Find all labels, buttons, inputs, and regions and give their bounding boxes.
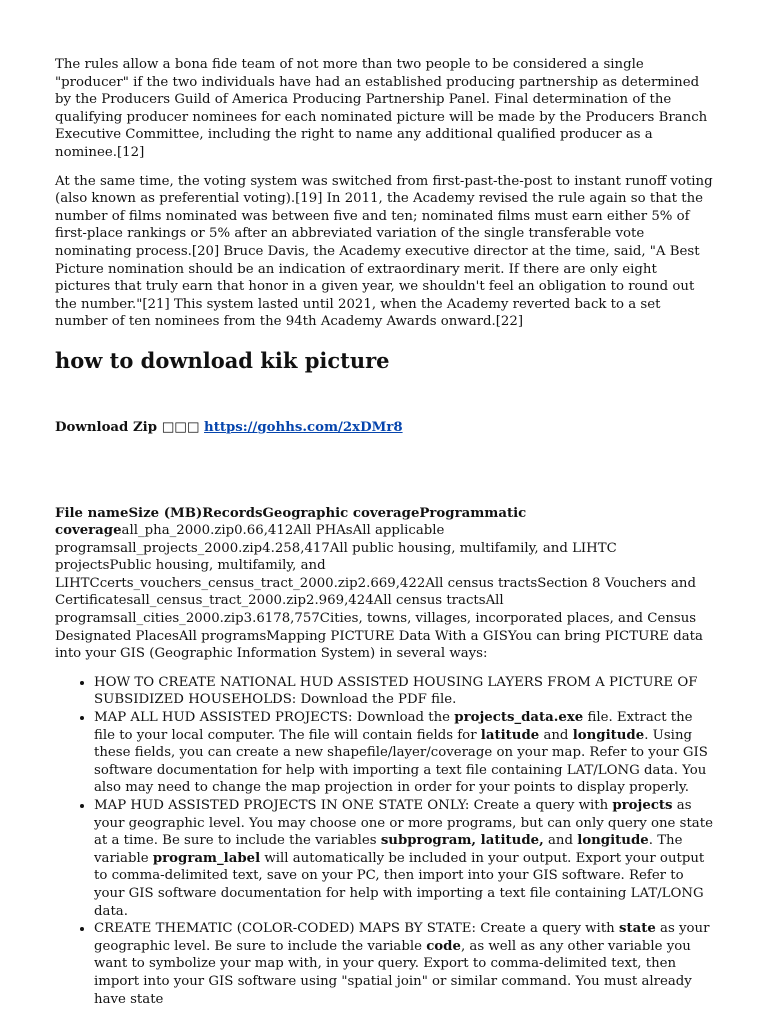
list-item-text: as your geographic level. You may choose one or more programs, but can only query one state at a time. Be sure to include the variables — [94, 798, 713, 849]
keyword: state — [618, 921, 656, 937]
keyword: latitude — [480, 727, 540, 743]
list-item-text: file. Extract the file to your local computer. The file will contain fields for — [94, 710, 693, 743]
keyword: longitude — [572, 727, 645, 743]
arrow-glyphs: □□□ — [161, 419, 200, 435]
download-link[interactable]: https://gohhs.com/2xDMr8 — [204, 419, 403, 435]
list-item-text: MAP HUD ASSISTED PROJECTS IN ONE STATE ONLY: Create a query with — [94, 798, 613, 813]
paragraph-producer-rules: The rules allow a bona fide team of not more than two people to be considered a single "producer" if the two individuals have had an established producing partnership as determined by the Producers Guild of America Producing Partnership Panel. Final determination of the qualifying producer nominees for each nominated picture will be made by the Producers Branch Executive Committee, including the right to name any additional qualified producer as a nominee.[12] — [55, 57, 708, 160]
list-item-text: . Using these fields, you can create a new shapefile/layer/coverage on your map. Refer to your GIS software documentation for help with importing a text file containing LAT/LONG data. You also may need to change the map projection in order for your points to display properly. — [94, 727, 708, 796]
list-item — [94, 674, 715, 709]
gis-instructions-list — [55, 674, 715, 1008]
table-header-text: File nameSize (MB)RecordsGeographic coverageProgrammatic coverage — [55, 505, 527, 539]
list-item-text: will automatically be included in your output. Export your output to comma-delimited text, save on your PC, then import into your GIS software. Refer to your GIS software documentation for help with importing a text file containing LAT/LONG data. — [94, 850, 705, 919]
keyword: subprogram, latitude, — [380, 833, 544, 849]
list-item-text: MAP ALL HUD ASSISTED PROJECTS: Download the — [94, 710, 455, 726]
page-heading: how to download kik picture — [55, 347, 390, 373]
keyword: program_label — [152, 850, 261, 866]
list-item-text: and — [539, 727, 573, 743]
keyword: projects — [612, 798, 673, 813]
list-item-text: as your geographic level. Be sure to include the variable — [94, 921, 710, 954]
table-body-text: all_pha_2000.zip0.66,412All PHAsAll applicable programsall_projects_2000.zip4.258,417All public housing, multifamily, and LIHTC projectsPublic housing, multifamily, and LIHTCcerts_vouchers_census_tract_2000.zip2.669,422All census tractsSection 8 Vouchers and Certificatesall_census_tract_2000.zip2.969,424All census tractsAll programsall_cities_2000.zip3.6178,757Cities, towns, villages, incorporated places, and Census Designated PlacesAll programsMapping PICTURE Data With a GISYou can bring PICTURE data into your GIS (Geographic Information System) in several ways: — [55, 523, 703, 662]
list-item-text: and — [543, 833, 578, 849]
download-line — [55, 419, 715, 437]
list-item-text: , as well as any other variable you want to symbolize your map with, in your query. Export to comma-delimited text, then import into your GIS software using "spatial join" or similar command. You must already have state — [94, 938, 692, 1007]
keyword: projects_data.exe — [454, 710, 584, 726]
keyword: longitude — [577, 833, 649, 849]
table-text-paragraph — [55, 505, 715, 663]
paragraph-voting-system: At the same time, the voting system was switched from first-past-the-post to instant runoff voting (also known as preferential voting).[19] In 2011, the Academy revised the rule again so that the number of films nominated was between five and ten; nominated films must earn either 5% of first-place rankings or 5% after an abbreviated variation of the single transferable vote nominating process.[20] Bruce Davis, the Academy executive director at the time, said, "A Best Picture nomination should be an indication of extraordinary merit. If there are only eight pictures that truly earn that honor in a given year, we shouldn't feel an obligation to round out the number."[21] This system lasted until 2021, when the Academy reverted back to a set number of ten nominees from the 94th Academy Awards onward.[22] — [55, 173, 713, 330]
list-item — [94, 709, 715, 797]
list-item — [94, 797, 715, 920]
download-label: Download Zip — [55, 419, 158, 435]
list-item-text: . The variable — [94, 833, 683, 866]
list-item-text: CREATE THEMATIC (COLOR-CODED) MAPS BY STATE: Create a query with — [94, 921, 619, 937]
keyword: code — [426, 938, 461, 954]
list-item-text: HOW TO CREATE NATIONAL HUD ASSISTED HOUSING LAYERS FROM A PICTURE OF SUBSIDIZED HOUSEHOLDS: Download the PDF file. — [94, 674, 698, 708]
list-item — [94, 920, 715, 1008]
